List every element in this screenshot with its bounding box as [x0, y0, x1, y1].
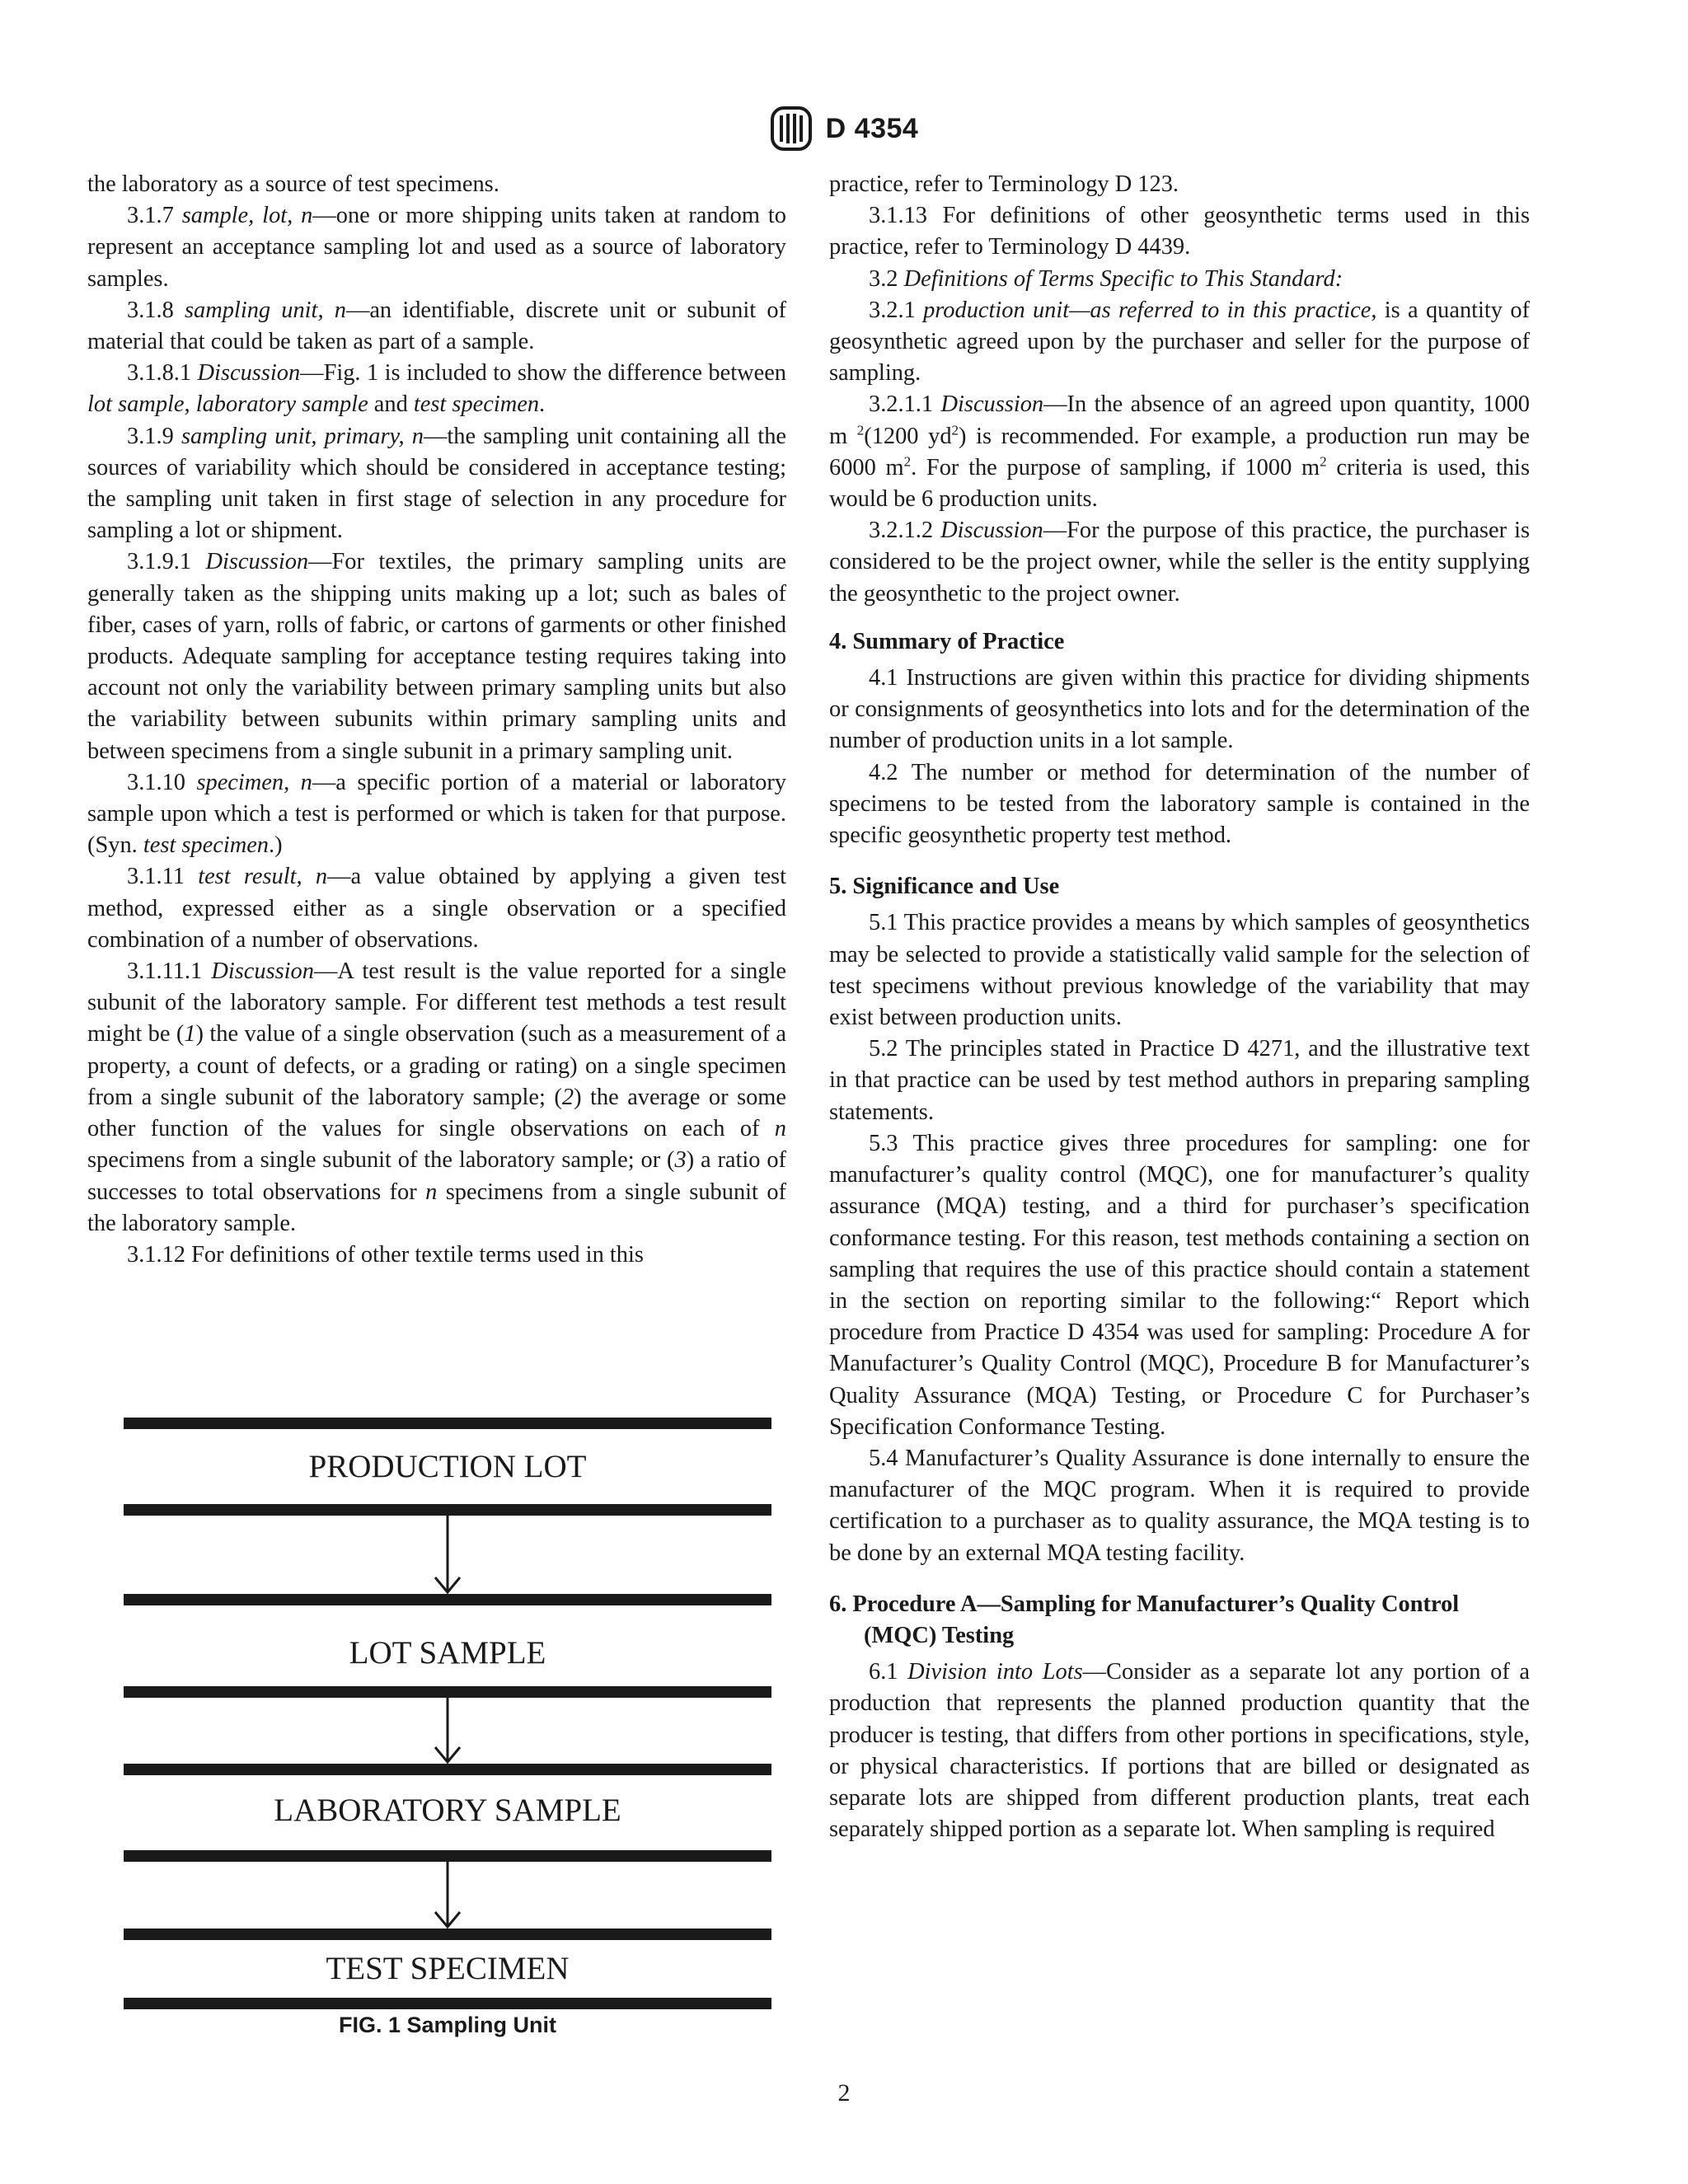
down-arrow-icon	[435, 1698, 460, 1762]
figure-caption: FIG. 1 Sampling Unit	[338, 2013, 556, 2037]
astm-logo-icon	[770, 105, 813, 152]
divider-bar	[124, 1929, 771, 1940]
page-header	[0, 105, 1688, 152]
section-6-1: 6.1 Division into Lots—Consider as a separate lot any portion of a production that represents the planned production quantity that the producer is testing, that differs from other portions in specifications, style, or physical characteristics. If portions that are billed or designated as separate lots are shipped from different production plants, treat each separately shipped portion as a separate lot. When sampling is required	[829, 1659, 1530, 1843]
section-4-2: 4.2 The number or method for determination of the number of specimens to be tested from the laboratory sample is contained in the specific geosynthetic property test method.	[829, 759, 1530, 849]
divider-bar	[124, 1418, 771, 1429]
section-5-4: 5.4 Manufacturer’s Quality Assurance is done internally to ensure the manufacturer of the MQC program. When it is required to provide certification to a purchaser as to quality assurance, the MQA testing is to be done by an external MQA testing facility.	[829, 1445, 1530, 1566]
section-3-1-7: 3.1.7 sample, lot, n—one or more shipping units taken at random to represent an acceptance sampling lot and used as a source of laboratory samples.	[87, 203, 786, 292]
divider-bar	[124, 1594, 771, 1605]
divider-bar	[124, 1850, 771, 1862]
section-3-1-8: 3.1.8 sampling unit, n—an identifiable, discrete unit or subunit of material that could be taken as part of a sample.	[87, 297, 786, 355]
test-specimen-label: TEST SPECIMEN	[326, 1951, 570, 1986]
sampling-unit-diagram	[124, 1418, 771, 2011]
left-column	[87, 169, 786, 1271]
section-4-1: 4.1 Instructions are given within this practice for dividing shipments or consignments of geosynthetics into lots and for the determination of the number of production units in a lot sample.	[829, 665, 1530, 754]
right-column	[829, 169, 1530, 1845]
section-3-2-1: 3.2.1 production unit—as referred to in this practice, is a quantity of geosynthetic agreed upon by the purchaser and seller for the purpose of sampling.	[829, 297, 1530, 387]
section-3-1-12: 3.1.12 For definitions of other textile terms used in this	[127, 1241, 644, 1268]
section-3-2-1-2: 3.2.1.2 Discussion—For the purpose of this practice, the purchaser is considered to be the project owner, while the seller is the entity supplying the geosynthetic to the project owner.	[829, 518, 1531, 607]
divider-bar	[124, 1998, 771, 2009]
figure-1	[124, 1418, 771, 2037]
standard-designation: D 4354	[825, 112, 919, 144]
divider-bar	[124, 1764, 771, 1775]
down-arrow-icon	[435, 1862, 460, 1927]
section-3-2: 3.2 Definitions of Terms Specific to This Standard:	[869, 265, 1343, 292]
section-3-1-8-1: 3.1.8.1 Discussion—Fig. 1 is included to show the difference between lot sample, laboratory sample and test specimen.	[87, 360, 786, 418]
paragraph: practice, refer to Terminology D 123.	[829, 171, 1179, 197]
divider-bar	[124, 1686, 771, 1698]
lot-sample-label: LOT SAMPLE	[349, 1635, 546, 1671]
section-3-1-10: 3.1.10 specimen, n—a specific portion of a material or laboratory sample upon which a test is performed or which is taken for that purpose. (Syn. test specimen.)	[87, 769, 786, 859]
paragraph: the laboratory as a source of test specimens.	[87, 171, 499, 197]
section-3-1-9: 3.1.9 sampling unit, primary, n—the sampling unit containing all the sources of variability which should be considered in acceptance testing; the sampling unit taken in first stage of selection in any procedure for sampling a lot or shipment.	[87, 423, 786, 544]
production-lot-label: PRODUCTION LOT	[308, 1449, 587, 1484]
divider-bar	[124, 1504, 771, 1516]
section-heading-6: 6. Procedure A—Sampling for Manufacturer’s Quality Control (MQC) Testing	[829, 1591, 1460, 1648]
down-arrow-icon	[435, 1516, 460, 1592]
section-5-3: 5.3 This practice gives three procedures for sampling: one for manufacturer’s quality control (MQC), one for manufacturer’s quality assurance (MQA) testing, and a third for purchaser’s specification conformance testing. For this reason, test methods containing a section on sampling that requires the use of this practice should contain a statement in the section on reporting similar to the following:“ Report which procedure from Practice D 4354 was used for sampling: Procedure A for Manufacturer’s Quality Control (MQC), Procedure B for Manufacturer’s Quality Assurance (MQA) Testing, or Procedure C for Purchaser’s Specification Conformance Testing.	[829, 1130, 1530, 1440]
section-5-1: 5.1 This practice provides a means by which samples of geosynthetics may be selected to provide a statistically valid sample for the selection of test specimens without previous knowledge of the variability that may exist between production units.	[829, 910, 1530, 1031]
laboratory-sample-label: LABORATORY SAMPLE	[274, 1793, 621, 1828]
page-number: 2	[837, 2079, 851, 2107]
section-3-1-13: 3.1.13 For definitions of other geosynthetic terms used in this practice, refer to Terminology D 4439.	[829, 203, 1530, 260]
section-3-1-9-1: 3.1.9.1 Discussion—For textiles, the primary sampling units are generally taken as the shipping units making up a lot; such as bales of fiber, cases of yarn, rolls of fabric, or cartons of garments or other finished products. Adequate sampling for acceptance testing requires taking into account not only the variability between primary sampling units but also the variability between subunits within primary sampling units and between specimens from a single subunit in a primary sampling unit.	[87, 549, 786, 764]
section-heading-4: 4. Summary of Practice	[829, 628, 1065, 654]
section-heading-5: 5. Significance and Use	[829, 874, 1060, 900]
section-3-1-11: 3.1.11 test result, n—a value obtained by applying a given test method, expressed either as a single observation or a specified combination of a number of observations.	[87, 864, 786, 953]
section-3-1-11-1: 3.1.11.1 Discussion—A test result is the value reported for a single subunit of the laboratory sample. For different test methods a test result might be (1) the value of a single observation (such as a measurement of a property, a count of defects, or a grading or rating) on a single specimen from a single subunit of the laboratory sample; (2) the average or some other function of the values for single observations on each of n specimens from a single subunit of the laboratory sample; or (3) a ratio of successes to total observations for n specimens from a single subunit of the laboratory sample.	[87, 958, 786, 1236]
section-3-2-1-1: 3.2.1.1 Discussion—In the absence of an agreed upon quantity, 1000 m $^2$(1200 $yd^2$) is recommended. For example, a production run may be 6000 $m^2$. For the purpose of sampling, if 1000 $m^2$ criteria is used, this would be 6 production units.	[829, 391, 1530, 513]
section-5-2: 5.2 The principles stated in Practice D 4271, and the illustrative text in that practice can be used by test method authors in preparing sampling statements.	[829, 1036, 1530, 1125]
